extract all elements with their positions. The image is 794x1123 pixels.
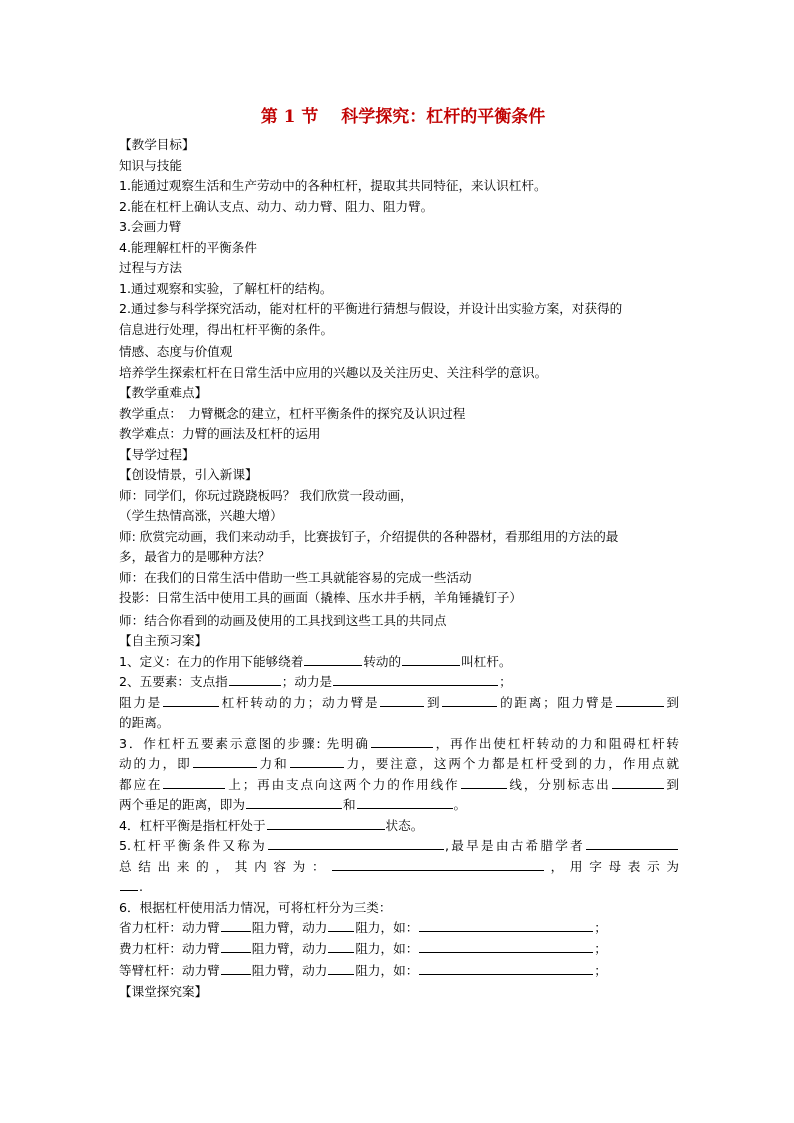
text-line <box>119 877 679 898</box>
text-line <box>119 279 679 300</box>
text-line <box>119 299 679 320</box>
fill-in-blank[interactable] <box>304 653 362 666</box>
fill-in-blank[interactable] <box>333 673 498 686</box>
fill-in-blank[interactable] <box>612 776 664 789</box>
line-text: 1、定义：在力的作用下能够绕着 <box>119 653 304 669</box>
line-text: 信息进行处理，得出杠杆平衡的条件。 <box>119 321 334 337</box>
text-line <box>119 363 679 384</box>
fill-in-blank[interactable] <box>221 962 251 975</box>
text-line <box>119 342 679 363</box>
line-text: 师：结合你看到的动画及使用的工具找到这些工具的共同点 <box>119 612 447 628</box>
text-line <box>119 611 679 632</box>
fill-in-blank[interactable] <box>163 776 225 789</box>
text-line <box>119 775 679 796</box>
line-text: ,最早是由古希腊学者 <box>445 838 585 853</box>
line-text: ， 用 字 母 表 示 为 <box>545 858 679 874</box>
line-text: 【自主预习案】 <box>119 633 208 648</box>
fill-in-blank[interactable] <box>268 837 444 850</box>
line-text: 情感、态度与价值观 <box>119 344 233 359</box>
text-line <box>119 652 679 673</box>
line-text: 【导学过程】 <box>119 446 195 462</box>
line-text: 到 <box>664 776 680 792</box>
text-line <box>119 506 679 527</box>
text-line <box>119 816 679 837</box>
text-line <box>119 961 679 982</box>
text-line <box>119 631 679 652</box>
text-line <box>119 982 679 1003</box>
document-title: 第 1 节 科学探究：杠杆的平衡条件 <box>260 107 546 127</box>
line-text: . <box>139 879 144 894</box>
text-line <box>119 713 679 734</box>
fill-in-blank[interactable] <box>120 878 138 891</box>
text-line <box>119 197 679 218</box>
line-text: ； <box>594 963 607 978</box>
line-text: ； <box>499 674 512 689</box>
text-line <box>119 217 679 238</box>
fill-in-blank[interactable] <box>290 755 344 768</box>
line-text: 师：在我们的日常生活中借助一些工具就能容易的完成一些活动 <box>119 569 472 585</box>
line-text: 阻力臂，动力 <box>251 963 328 978</box>
line-text: 【创设情景，引入新课】 <box>119 467 258 482</box>
line-text: ；动力是 <box>281 674 333 689</box>
text-line <box>119 939 679 960</box>
fill-in-blank[interactable] <box>586 837 678 850</box>
text-line <box>119 568 679 589</box>
text-line <box>119 527 679 548</box>
line-text: 3.会画力臂 <box>119 219 182 234</box>
line-text: 杠杆转动的力；动力臂是 <box>219 694 380 710</box>
line-text: 1.通过观察和实验，了解杠杆的结构。 <box>119 280 333 296</box>
fill-in-blank[interactable] <box>332 858 544 871</box>
fill-in-blank[interactable] <box>616 694 664 707</box>
fill-in-blank[interactable] <box>221 919 251 932</box>
fill-in-blank[interactable] <box>221 940 251 953</box>
fill-in-blank[interactable] <box>163 694 219 707</box>
line-text: 师: 欣赏完动画，我们来动动手，比赛拔钉子，介绍提供的各种器材，看那组用的方法的最 <box>119 528 619 544</box>
fill-in-blank[interactable] <box>357 796 453 809</box>
text-line <box>119 320 679 341</box>
line-text: 都应在 <box>119 776 163 792</box>
text-line <box>119 672 679 693</box>
line-text: 费力杠杆：动力臂 <box>119 940 220 956</box>
fill-in-blank[interactable] <box>328 940 354 953</box>
line-text: 阻力臂，动力 <box>251 940 328 956</box>
line-text: 的距离；阻力臂是 <box>498 694 615 710</box>
line-text: 等臂杠杆：动力臂 <box>119 963 220 978</box>
line-text: 到 <box>425 694 442 710</box>
fill-in-blank[interactable] <box>267 817 385 830</box>
text-line <box>119 918 679 939</box>
line-text: 6．根据杠杆使用活力情况，可将杠杆分为三类： <box>119 899 392 915</box>
fill-in-blank[interactable] <box>419 919 593 932</box>
text-line <box>119 445 679 466</box>
text-line <box>119 258 679 279</box>
text-line <box>119 404 679 425</box>
fill-in-blank[interactable] <box>419 940 593 953</box>
line-text: （学生热情高涨，兴趣大增） <box>119 508 283 523</box>
fill-in-blank[interactable] <box>246 796 342 809</box>
line-text: 上；再由支点向这两个力的作用线作 <box>226 776 460 792</box>
line-text: 阻力，如： <box>355 940 419 956</box>
fill-in-blank[interactable] <box>402 653 460 666</box>
fill-in-blank[interactable] <box>229 673 281 686</box>
line-text: 【教学目标】 <box>119 137 195 152</box>
line-text: 阻力是 <box>119 694 162 710</box>
text-line <box>119 176 679 197</box>
fill-in-blank[interactable] <box>442 694 497 707</box>
line-text: 省力杠杆：动力臂 <box>119 920 220 935</box>
text-line <box>119 795 679 816</box>
line-text: 【课堂探究案】 <box>119 983 208 999</box>
line-text: ，再作出使杠杆转动的力和阻碍杠杆转 <box>433 735 679 751</box>
line-text: 4.能理解杠杆的平衡条件 <box>119 239 257 255</box>
line-text: 培养学生探索杠杆在日常生活中应用的兴趣以及关注历史、关注科学的意识。 <box>119 364 548 380</box>
fill-in-blank[interactable] <box>328 919 354 932</box>
line-text: 叫杠杆。 <box>461 653 512 669</box>
line-text: 知识与技能 <box>119 157 182 173</box>
line-text: ； <box>594 940 607 956</box>
text-line <box>119 465 679 486</box>
line-text: 多，最省力的是哪种方法？ <box>119 549 271 564</box>
text-line <box>119 135 679 156</box>
line-text: 1.能通过观察生活和生产劳动中的各种杠杆，提取其共同特征，来认识杠杆。 <box>119 178 547 193</box>
line-text: 两个垂足的距离，即为 <box>119 797 245 812</box>
line-text: 力和 <box>257 756 289 771</box>
line-text: 过程与方法 <box>119 260 182 275</box>
line-text: 2、五要素：支点指 <box>119 674 228 689</box>
line-text: 阻力，如： <box>355 920 419 935</box>
line-text: 。 <box>453 797 467 812</box>
line-text: 4．杠杆平衡是指杠杆处于 <box>119 817 266 833</box>
text-line <box>119 754 679 775</box>
line-text: 的距离。 <box>119 715 170 730</box>
text-line <box>119 486 679 507</box>
line-text: 2.通过参与科学探究活动，能对杠杆的平衡进行猜想与假设，并设计出实验方案，对获得的 <box>119 301 623 316</box>
line-text: 2.能在杠杆上确认支点、动力、动力臂、阻力、阻力臂。 <box>119 198 434 214</box>
text-line <box>119 547 679 568</box>
text-line <box>119 588 679 609</box>
text-line <box>119 424 679 445</box>
text-line <box>119 156 679 177</box>
fill-in-blank[interactable] <box>419 962 593 975</box>
line-text: 到 <box>664 694 680 710</box>
text-line <box>119 857 679 878</box>
line-text: 总 结 出 来 的 ， 其 内 容 为 ： <box>119 858 332 874</box>
text-line <box>119 734 679 755</box>
line-text: 教学难点：力臂的画法及杠杆的运用 <box>119 426 321 441</box>
fill-in-blank[interactable] <box>380 694 424 707</box>
line-text: 阻力，如： <box>355 963 419 978</box>
text-line <box>119 383 679 404</box>
text-line <box>119 238 679 259</box>
line-text: 状态。 <box>385 817 424 833</box>
line-text: 教学重点： 力臂概念的建立，杠杆平衡条件的探究及认识过程 <box>119 405 466 421</box>
line-text: 阻力臂，动力 <box>251 920 328 935</box>
document-body <box>119 135 679 1002</box>
fill-in-blank[interactable] <box>328 962 354 975</box>
line-text: 投影：日常生活中使用工具的画面（撬棒、压水井手柄，羊角锤撬钉子） <box>119 590 522 605</box>
line-text: 动的力，即 <box>119 756 192 771</box>
line-text: 师：同学们，你玩过跷跷板吗？ 我们欣赏一段动画， <box>119 487 413 503</box>
document-page <box>119 104 679 1002</box>
fill-in-blank[interactable] <box>193 755 257 768</box>
line-text: 3．作杠杆五要素示意图的步骤: 先明确 <box>119 735 370 751</box>
line-text: ； <box>594 920 607 935</box>
text-line <box>119 898 679 919</box>
line-text: 和 <box>342 797 356 812</box>
line-text: 【教学重难点】 <box>119 385 208 400</box>
line-text: 转动的 <box>363 653 402 669</box>
text-line <box>119 693 679 714</box>
fill-in-blank[interactable] <box>461 776 507 789</box>
text-line <box>119 836 679 857</box>
line-text: 5.杠杆平衡条件又称为 <box>119 838 267 853</box>
fill-in-blank[interactable] <box>371 735 433 748</box>
line-text: 线，分别标志出 <box>507 776 611 792</box>
line-text: 力，要注意，这两个力都是杠杆受到的力，作用点就 <box>344 756 680 771</box>
